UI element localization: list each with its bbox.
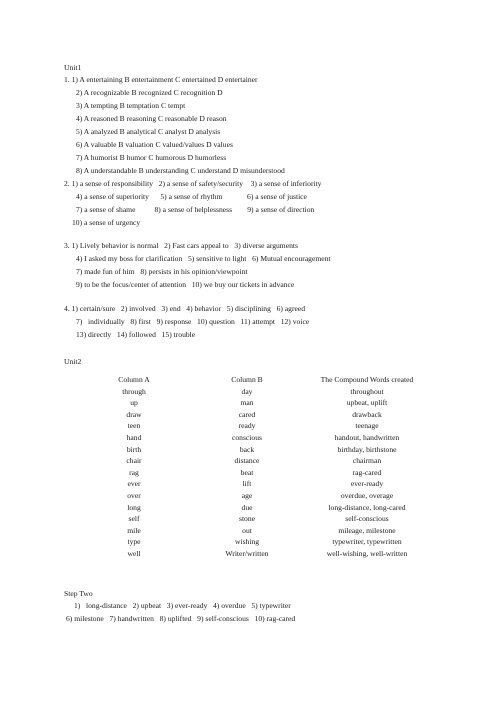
exercise-4-line-1: 4. 1) certain/sure 2) involved 3) end 4) behavior 5) disciplining 6) agreed: [64, 304, 306, 313]
column-b-cell: Writer/written: [225, 548, 269, 558]
table-row: [90, 433, 430, 445]
column-a-cell: over: [127, 490, 141, 500]
table-row: [90, 537, 430, 549]
exercise-4-line-2: 7) individually 8) first 9) response 10) question 11) attempt 12) voice: [76, 317, 310, 326]
column-b-cell: stone: [238, 514, 256, 524]
column-a-cell: through: [122, 386, 146, 396]
compound-cell: birthday, birthstone: [337, 444, 397, 454]
exercise-3-line-1: 3. 1) Lively behavior is normal 2) Fast cars appeal to 3) diverse arguments: [64, 241, 298, 250]
compound-cell: self-conscious: [345, 514, 389, 524]
table-row: [90, 526, 430, 538]
unit1-title: Unit1: [64, 63, 82, 72]
table-row: [90, 421, 430, 433]
table-row: [90, 387, 430, 399]
compound-cell: well-wishing, well-written: [326, 548, 408, 558]
table-row: [90, 445, 430, 457]
exercise-1-item-8: 8) A understandable B understanding C understand D misunderstood: [76, 166, 285, 175]
column-b-cell: age: [241, 490, 253, 500]
column-a-cell: teen: [127, 421, 141, 431]
column-b-cell: man: [240, 398, 254, 408]
table-header-row: [90, 375, 430, 387]
table-row: [90, 549, 430, 561]
column-b-cell: due: [241, 502, 253, 512]
exercise-4-line-3: 13) directly 14) followed 15) trouble: [76, 330, 196, 339]
compound-cell: handout, handwritten: [334, 432, 400, 442]
column-a-cell: mile: [127, 525, 141, 535]
column-b-cell: back: [239, 444, 255, 454]
table-row: [90, 491, 430, 503]
exercise-1-item-5: 5) A analyzed B analytical C analyst D analysis: [76, 127, 221, 136]
column-b-cell: day: [241, 386, 253, 396]
unit2-title: Unit2: [64, 357, 82, 366]
table-row: [90, 398, 430, 410]
compound-cell: chairman: [352, 456, 382, 466]
compound-words-table: [90, 375, 430, 561]
compound-cell: rag-cared: [352, 467, 382, 477]
exercise-1-item-4: 4) A reasoned B reasoning C reasonable D reason: [76, 114, 227, 123]
column-b-cell: beat: [240, 467, 254, 477]
exercise-3-line-4: 9) to be the focus/center of attention 10) we buy our tickets in advance: [76, 280, 295, 289]
column-a-cell: long: [127, 502, 141, 512]
step-two-line-1: 1) long-distance 2) upbeat 3) ever-ready 4) overdue 5) typewriter: [74, 601, 291, 610]
column-a-cell: self: [128, 514, 140, 524]
exercise-1-item-6: 6) A valuable B valuation C valued/values D values: [76, 140, 233, 149]
exercise-2-line-3: 7) a sense of shame 8) a sense of helplessness 9) a sense of direction: [76, 205, 315, 214]
compound-cell: teenage: [355, 421, 379, 431]
column-b-cell: out: [242, 525, 252, 535]
compound-cell: mileage, milestone: [338, 525, 396, 535]
column-a-cell: type: [127, 537, 141, 547]
compound-words-header: The Compound Words created: [320, 375, 414, 384]
column-b-cell: conscious: [232, 432, 262, 442]
compound-cell: throughout: [350, 386, 384, 396]
step-two-line-2: 6) milestone 7) handwritten 8) uplifted 9) self-conscious 10) rag-cared: [66, 614, 296, 623]
column-a-cell: chair: [126, 456, 142, 466]
exercise-1-item-1: 1. 1) A entertaining B entertainment C entertained D entertainer: [64, 75, 258, 84]
exercise-2-line-1: 2. 1) a sense of responsibility 2) a sense of safety/security 3) a sense of inferiority: [64, 179, 322, 188]
column-b-cell: lift: [242, 479, 252, 489]
exercise-3-line-3: 7) made fun of him 8) persists in his opinion/viewpoint: [76, 267, 248, 276]
column-b-header: Column B: [231, 375, 263, 384]
exercise-1-item-2: 2) A recognizable B recognized C recognition D: [76, 88, 223, 97]
column-a-cell: hand: [126, 432, 142, 442]
column-b-cell: distance: [234, 456, 260, 466]
compound-cell: typewriter, typewritten: [332, 537, 402, 547]
table-row: [90, 410, 430, 422]
exercise-3-line-2: 4) I asked my boss for clarification 5) sensitive to light 6) Mutual encouragement: [76, 254, 331, 263]
column-a-cell: up: [130, 398, 138, 408]
column-b-cell: wishing: [234, 537, 260, 547]
exercise-1-item-3: 3) A tempting B temptation C tempt: [76, 101, 186, 110]
table-row: [90, 514, 430, 526]
exercise-2-line-2: 4) a sense of superiority 5) a sense of rhythm 6) a sense of justice: [76, 192, 307, 201]
table-row: [90, 468, 430, 480]
exercise-2-line-4: 10) a sense of urgency: [72, 218, 141, 227]
column-a-cell: rag: [129, 467, 139, 477]
compound-cell: overdue, overage: [340, 490, 394, 500]
column-a-cell: ever: [127, 479, 141, 489]
table-row: [90, 503, 430, 515]
column-a-header: Column A: [118, 375, 150, 384]
column-b-cell: ready: [238, 421, 256, 431]
compound-cell: long-distance, long-cared: [328, 502, 406, 512]
column-b-cell: cared: [238, 409, 256, 419]
compound-cell: ever-ready: [350, 479, 384, 489]
step-two-title: Step Two: [64, 589, 93, 598]
exercise-1-item-7: 7) A humorist B humor C humorous D humorless: [76, 153, 227, 162]
compound-cell: upbeat, uplift: [346, 398, 388, 408]
compound-cell: drawback: [352, 409, 382, 419]
column-a-cell: birth: [126, 444, 142, 454]
table-row: [90, 479, 430, 491]
column-a-cell: well: [127, 548, 141, 558]
column-a-cell: draw: [126, 409, 142, 419]
table-row: [90, 456, 430, 468]
